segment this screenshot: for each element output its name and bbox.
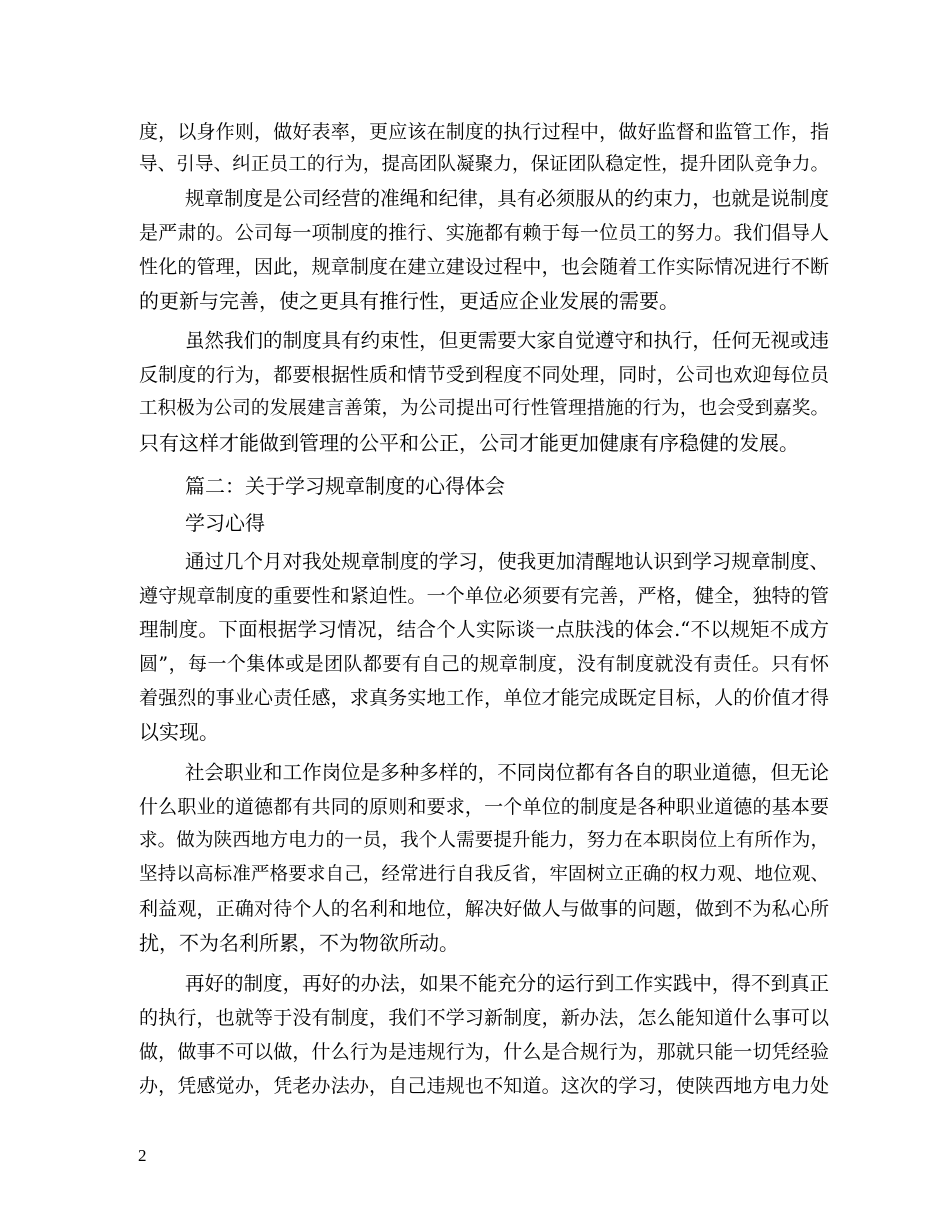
page-number: 2 [138, 1146, 147, 1165]
text-line: 什么职业的道德都有共同的原则和要求，一个单位的制度是各种职业道德的基本要 [139, 796, 829, 818]
section-subheading: 学习心得 [185, 511, 265, 535]
text-line: 以实现。 [139, 720, 219, 744]
text-line: 做，做事不可以做，什么行为是违规行为，什么是合规行为，那就只能一切凭经验 [139, 1041, 829, 1063]
text-line: 的执行，也就等于没有制度，我们不学习新制度，新办法，怎么能知道什么事可以 [139, 1007, 829, 1029]
text-line: 性化的管理，因此，规章制度在建立建设过程中，也会随着工作实际情况进行不断 [139, 256, 829, 278]
text-line: 坚持以高标准严格要求自己，经常进行自我反省，牢固树立正确的权力观、地位观、 [139, 864, 829, 885]
text-line: 理制度。下面根据学习情况，结合个人实际谈一点肤浅的体会.“不以规矩不成方 [139, 618, 829, 641]
text-line: 只有这样才能做到管理的公平和公正，公司才能更加健康有序稳健的发展。 [139, 431, 799, 455]
text-line: 遵守规章制度的重要性和紧迫性。一个单位必须要有完善，严格，健全，独特的管 [139, 585, 829, 607]
text-line: 的更新与完善，使之更具有推行性，更适应企业发展的需要。 [139, 289, 679, 313]
text-line: 圆”，每一个集体或是团队都要有自己的规章制度，没有制度就没有责任。只有怀 [139, 653, 829, 675]
text-line: 工积极为公司的发展建言善策，为公司提出可行性管理措施的行为，也会受到嘉奖。 [139, 398, 829, 419]
text-line: 是严肃的。公司每一项制度的推行、实施都有赖于每一位员工的努力。我们倡导人 [139, 222, 829, 244]
text-line: 扰，不为名利所累，不为物欲所动。 [139, 931, 459, 955]
text-line: 通过几个月对我处规章制度的学习，使我更加清醒地认识到学习规章制度、 [185, 550, 829, 573]
text-line: 着强烈的事业心责任感，求真务实地工作，单位才能完成既定目标，人的价值才得 [139, 687, 829, 709]
text-line: 社会职业和工作岗位是多种多样的，不同岗位都有各自的职业道德，但无论 [185, 761, 829, 784]
section-heading: 篇二：关于学习规章制度的心得体会 [185, 474, 505, 498]
text-line: 导、引导、纠正员工的行为，提高团队凝聚力，保证团队稳定性，提升团队竞争力。 [139, 154, 829, 175]
text-line: 度，以身作则，做好表率，更应该在制度的执行过程中，做好监督和监管工作，指 [139, 121, 829, 143]
text-line: 利益观，正确对待个人的名利和地位，解决好做人与做事的问题，做到不为私心所 [139, 898, 829, 920]
text-line: 再好的制度，再好的办法，如果不能充分的运行到工作实践中，得不到真正 [185, 972, 829, 995]
text-line: 办，凭感觉办，凭老办法办，自己违规也不知道。这次的学习，使陕西地方电力处 [139, 1075, 829, 1097]
text-line: 虽然我们的制度具有约束性，但更需要大家自觉遵守和执行，任何无视或违 [185, 329, 829, 352]
text-line: 反制度的行为，都要根据性质和情节受到程度不同处理，同时，公司也欢迎每位员 [139, 364, 829, 386]
text-line: 求。做为陕西地方电力的一员，我个人需要提升能力，努力在本职岗位上有所作为， [139, 830, 829, 851]
text-line: 规章制度是公司经营的准绳和纪律，具有必须服从的约束力，也就是说制度 [185, 187, 829, 210]
